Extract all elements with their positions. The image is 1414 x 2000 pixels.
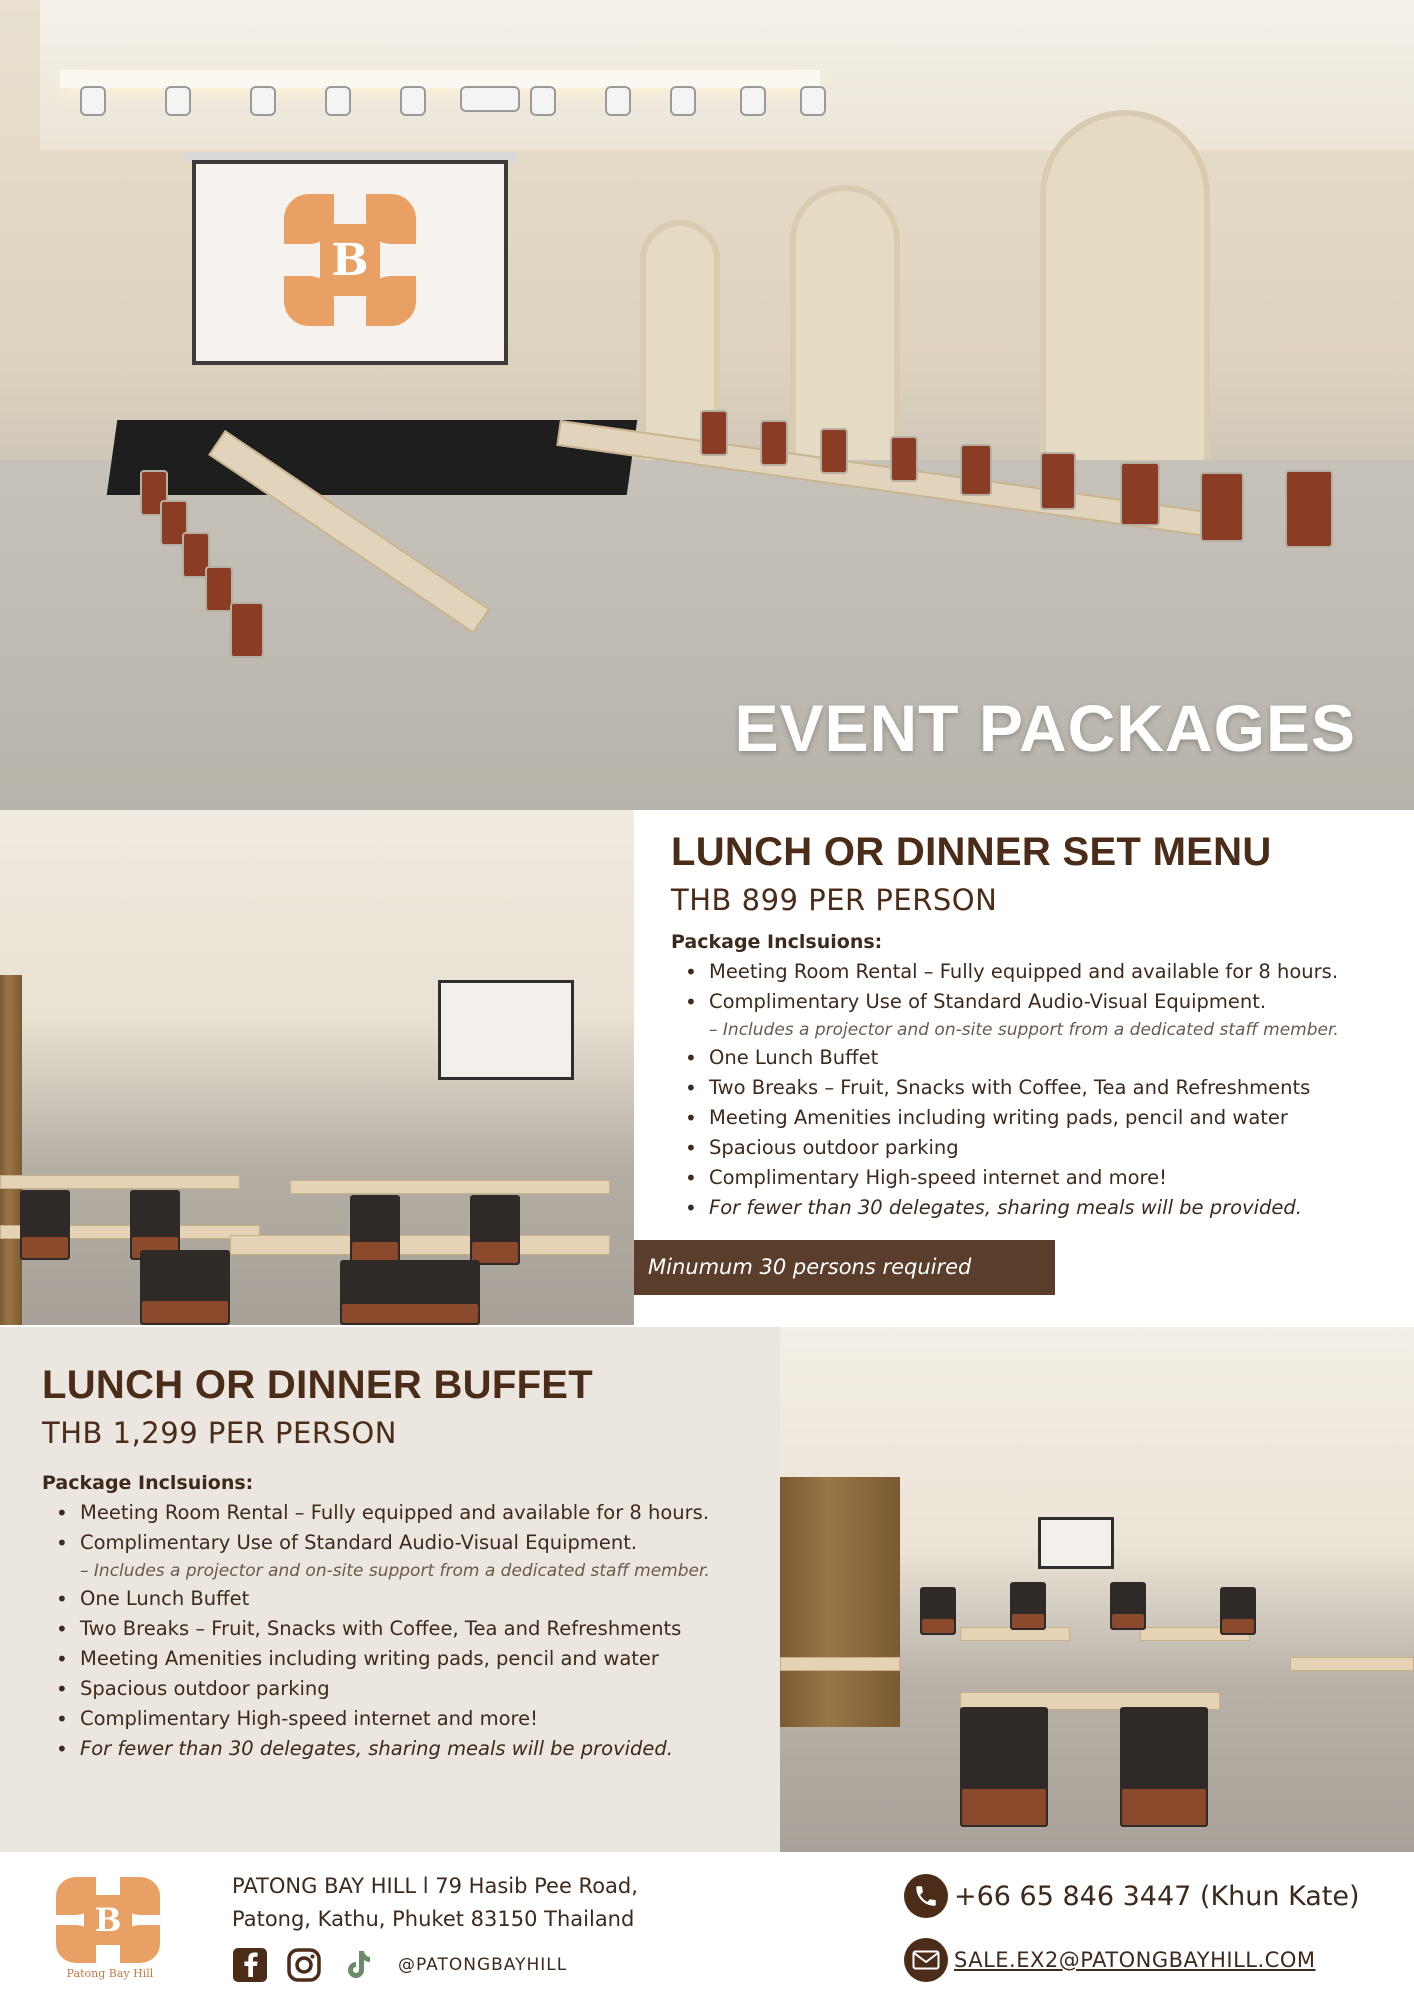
list-item: • Two Breaks – Fruit, Snacks with Coffee, Tea and Refreshments: [42, 1614, 710, 1644]
projection-screen: [1038, 1517, 1114, 1569]
list-item: • Meeting Room Rental – Fully equipped and available for 8 hours.: [42, 1498, 710, 1528]
chair: [920, 1587, 956, 1635]
chair: [1120, 462, 1160, 526]
buffet-inclusions-heading: Package Inclsuions:: [42, 1472, 254, 1494]
mail-icon: [904, 1938, 948, 1982]
social-handle[interactable]: @PATONGBAYHILL: [398, 1955, 568, 1975]
list-item: • One Lunch Buffet: [671, 1043, 1339, 1073]
list-item: • Spacious outdoor parking: [42, 1674, 710, 1704]
chair: [1285, 470, 1333, 548]
list-item: • For fewer than 30 delegates, sharing meals will be provided.: [671, 1193, 1339, 1223]
email-contact[interactable]: [904, 1938, 1315, 1982]
list-item: • Two Breaks – Fruit, Snacks with Coffee, Tea and Refreshments: [671, 1073, 1339, 1103]
list-item: • Complimentary High-speed internet and more!: [42, 1704, 710, 1734]
phone-icon: [904, 1874, 948, 1918]
desk: [780, 1657, 900, 1671]
spotlight: [605, 86, 631, 116]
chair: [140, 1250, 230, 1325]
buffet-inclusions-list: [42, 1498, 710, 1764]
set-menu-inclusions-heading: Package Inclsuions:: [671, 931, 883, 953]
address-line-2: Patong, Kathu, Phuket 83150 Thailand: [232, 1907, 635, 1931]
set-menu-title: LUNCH OR DINNER SET MENU: [671, 830, 1272, 874]
email-link[interactable]: SALE.EX2@PATONGBAYHILL.COM: [954, 1948, 1316, 1972]
spotlight: [80, 86, 106, 116]
buffet-price: THB 1,299 PER PERSON: [42, 1416, 397, 1450]
chair: [960, 1707, 1048, 1827]
phone-contact[interactable]: [904, 1874, 1360, 1918]
chair: [820, 428, 848, 474]
address-line-1: PATONG BAY HILL l 79 Hasib Pee Road,: [232, 1874, 638, 1898]
logo-wordmark: Patong Bay Hill: [66, 1967, 154, 1980]
phone-number[interactable]: +66 65 846 3447 (Khun Kate): [954, 1880, 1360, 1912]
curtain: [0, 975, 22, 1325]
buffet-title: LUNCH OR DINNER BUFFET: [42, 1363, 594, 1407]
spotlight: [740, 86, 766, 116]
screen-logo: [284, 194, 416, 326]
page-title: EVENT PACKAGES: [734, 691, 1356, 765]
list-item: • Meeting Room Rental – Fully equipped and available for 8 hours.: [671, 957, 1339, 987]
classroom-photo: [0, 810, 634, 1325]
chair: [960, 444, 992, 496]
projector: [460, 86, 520, 112]
chair: [205, 566, 233, 612]
projection-screen: [192, 160, 508, 365]
brand-logo: [56, 1877, 160, 1963]
spotlight: [250, 86, 276, 116]
minimum-persons-note: Minumum 30 persons required: [634, 1240, 1055, 1295]
buffet-panel: [0, 1327, 780, 1852]
chair: [230, 602, 264, 658]
curtain: [780, 1477, 900, 1727]
list-item-note: – Includes a projector and on-site support from a dedicated staff member.: [80, 1561, 710, 1581]
facebook-icon[interactable]: [232, 1947, 268, 1983]
logo-letter: B: [94, 1901, 122, 1939]
chair: [1200, 472, 1244, 542]
address: [232, 1870, 638, 1936]
hero-photo: [0, 0, 1414, 810]
chair: [760, 420, 788, 466]
chair: [1220, 1587, 1256, 1635]
list-item-note: – Includes a projector and on-site support from a dedicated staff member.: [709, 1020, 1339, 1040]
chair: [1040, 452, 1076, 510]
desk: [1290, 1657, 1414, 1671]
list-item: • For fewer than 30 delegates, sharing meals will be provided.: [42, 1734, 710, 1764]
chair: [700, 410, 728, 456]
spotlight: [530, 86, 556, 116]
chair: [350, 1195, 400, 1265]
instagram-icon[interactable]: [286, 1947, 322, 1983]
list-item: • Complimentary Use of Standard Audio-Visual Equipment.: [671, 987, 1339, 1017]
list-item: • Meeting Amenities including writing pads, pencil and water: [42, 1644, 710, 1674]
chair: [340, 1260, 480, 1325]
list-item: • Spacious outdoor parking: [671, 1133, 1339, 1163]
chair: [20, 1190, 70, 1260]
list-item: • Complimentary Use of Standard Audio-Visual Equipment.: [42, 1528, 710, 1558]
list-item: • Complimentary High-speed internet and more!: [671, 1163, 1339, 1193]
desk: [230, 1235, 610, 1255]
spotlight: [400, 86, 426, 116]
chair: [890, 436, 918, 482]
chair: [1010, 1582, 1046, 1630]
list-item: • Meeting Amenities including writing pads, pencil and water: [671, 1103, 1339, 1133]
spotlight: [670, 86, 696, 116]
chair: [470, 1195, 520, 1265]
desk: [290, 1180, 610, 1194]
spotlight: [800, 86, 826, 116]
projection-screen: [438, 980, 574, 1080]
spotlight: [165, 86, 191, 116]
set-menu-inclusions-list: [671, 957, 1339, 1223]
footer: [0, 1852, 1414, 2000]
spotlight: [325, 86, 351, 116]
list-item: • One Lunch Buffet: [42, 1584, 710, 1614]
ballroom-photo: [780, 1327, 1414, 1852]
social-links: [232, 1947, 567, 1983]
chair: [1120, 1707, 1208, 1827]
logo-letter: B: [331, 234, 369, 286]
desk: [0, 1175, 240, 1189]
set-menu-price: THB 899 PER PERSON: [671, 883, 998, 917]
chair: [1110, 1582, 1146, 1630]
tiktok-icon[interactable]: [340, 1947, 376, 1983]
